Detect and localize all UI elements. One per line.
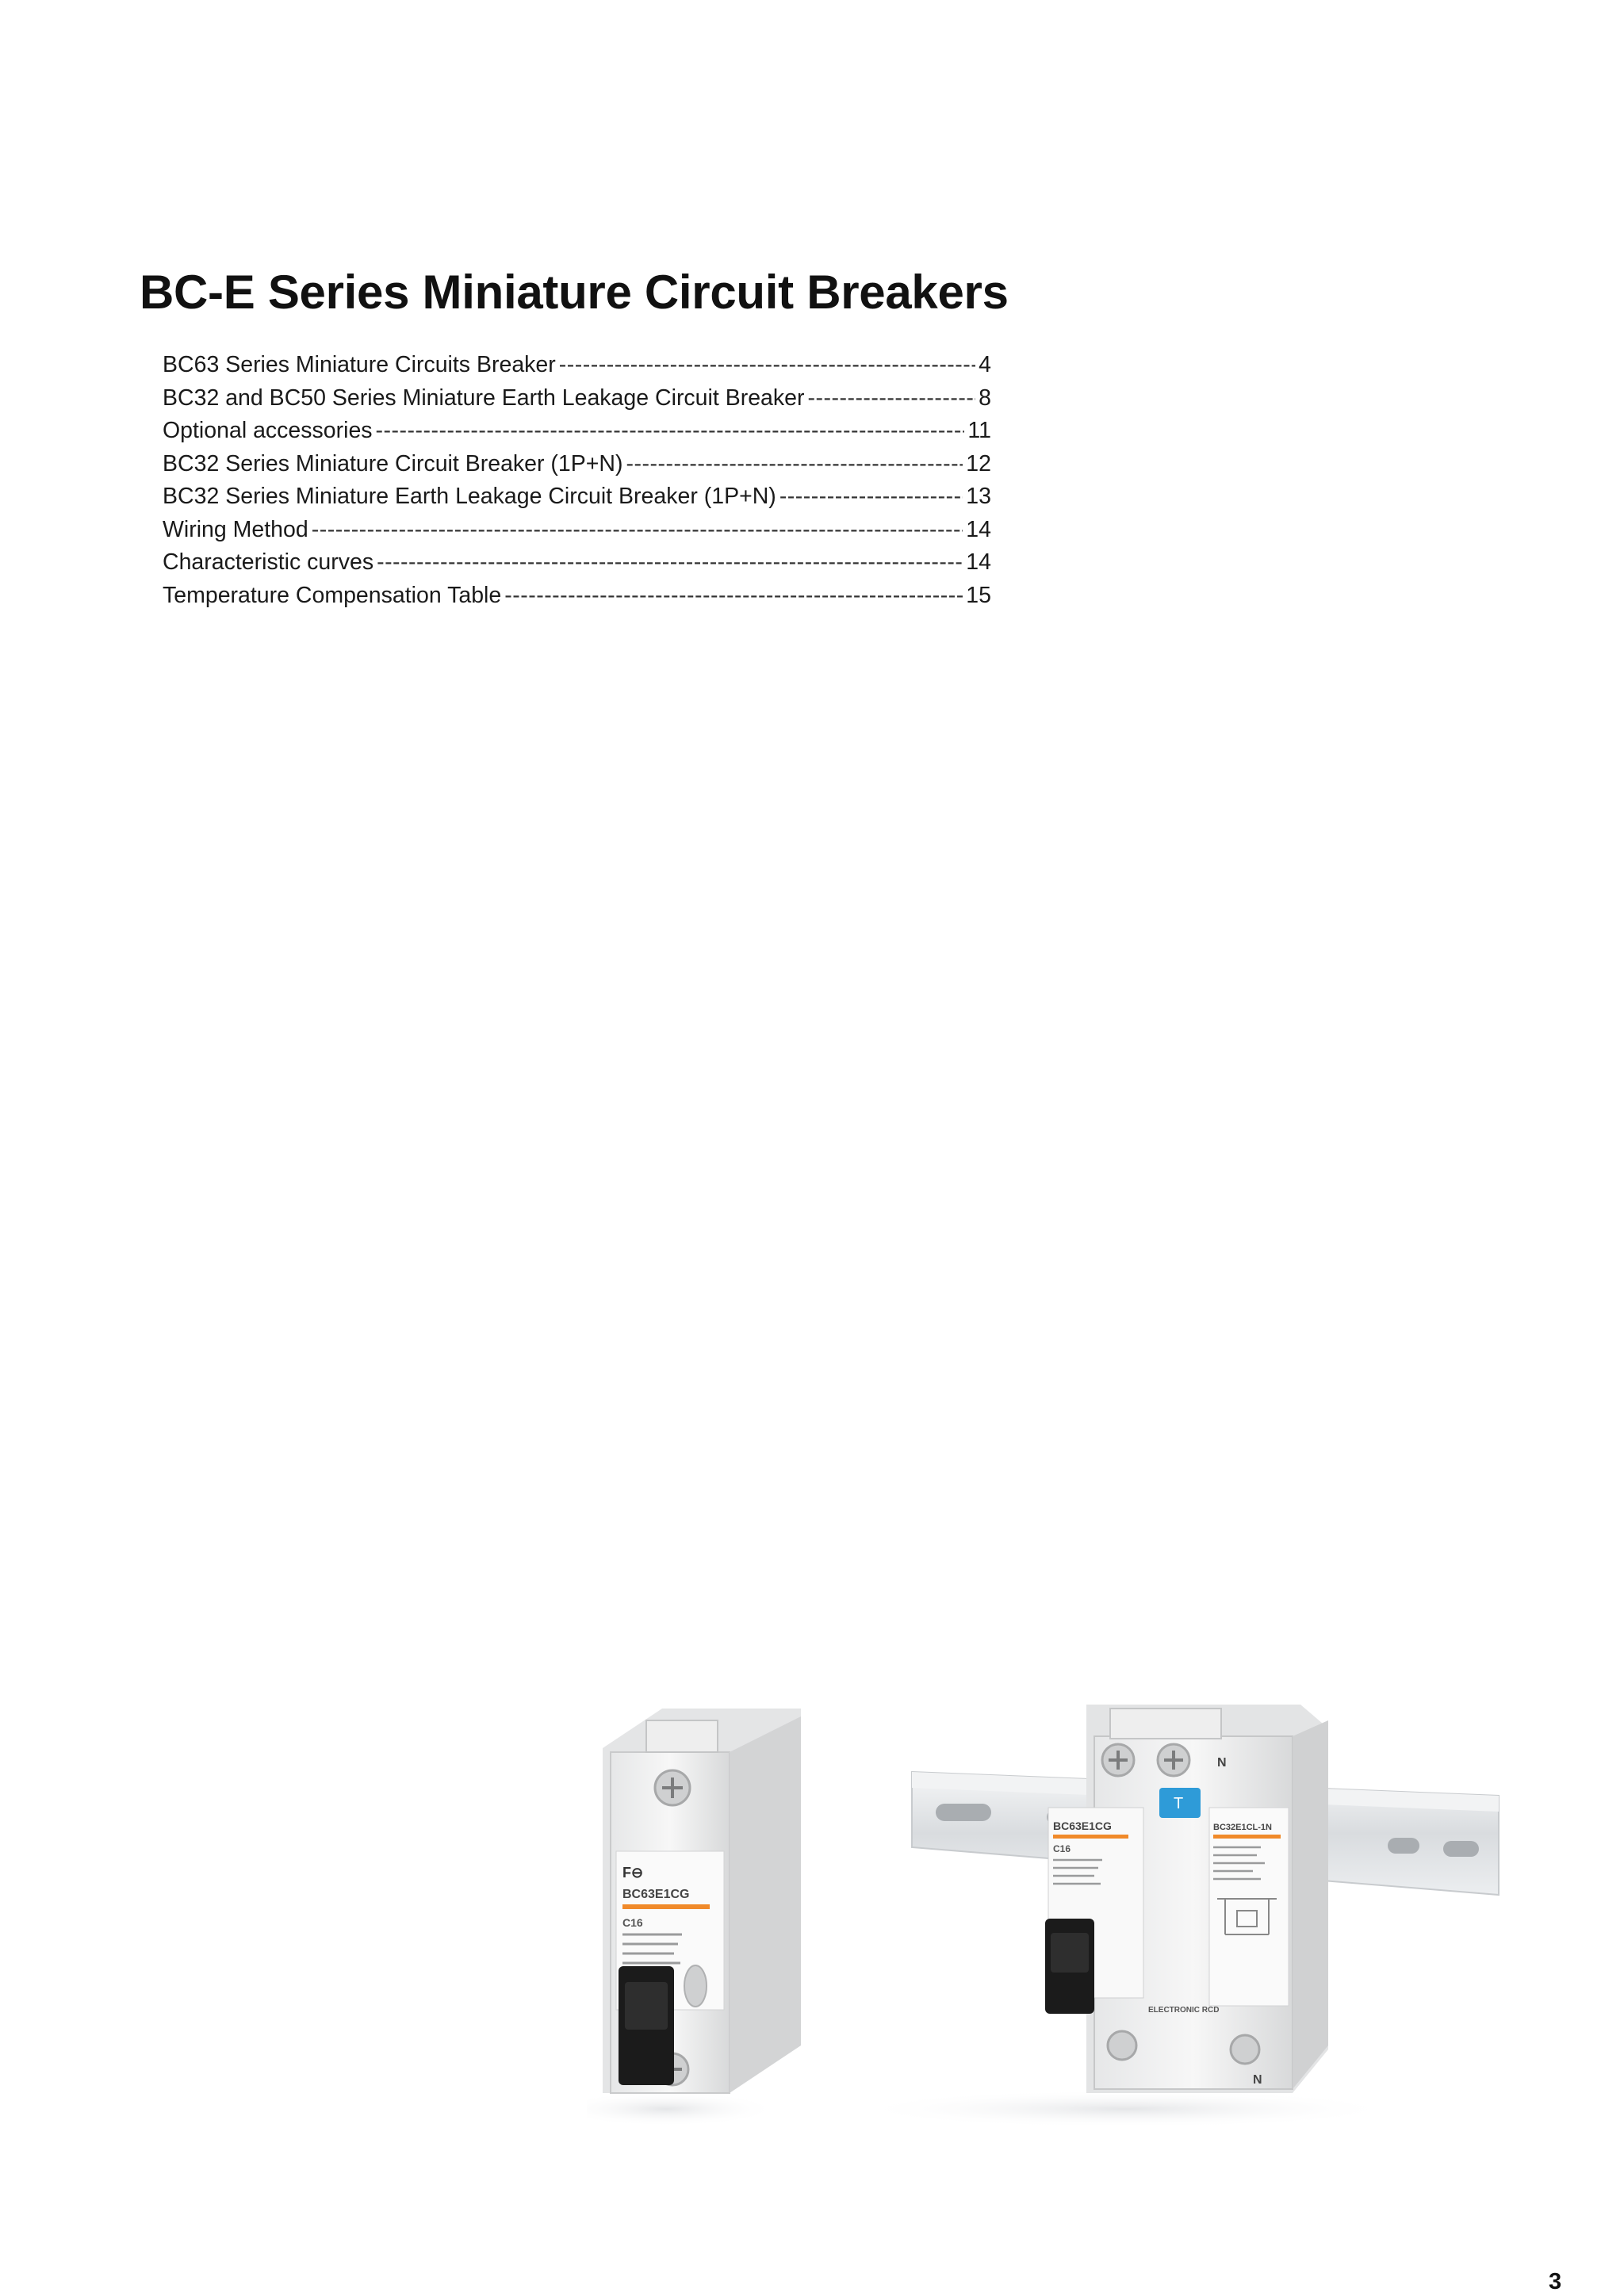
toc-entry-page: 8 [979, 385, 991, 411]
breaker-rcd-combo [1045, 1705, 1328, 2093]
toc-entry[interactable] [163, 349, 991, 382]
floor-shadow [856, 2090, 1396, 2125]
toc-entry[interactable] [163, 514, 991, 547]
toc-dot-leader [626, 448, 963, 481]
toc-entry-page: 15 [966, 582, 991, 608]
toc-entry[interactable] [163, 415, 991, 448]
toc-entry-page: 12 [966, 450, 991, 476]
toc-entry-label: BC63 Series Miniature Circuits Breaker [163, 352, 556, 377]
toc-entry[interactable] [163, 580, 991, 613]
combo-breaker-rating-label: C16 [1053, 1843, 1071, 1854]
table-of-contents [163, 349, 991, 612]
toc-dot-leader [559, 349, 975, 382]
single-breaker [603, 1709, 801, 2093]
toc-entry[interactable] [163, 382, 991, 415]
toc-entry-page: 4 [979, 352, 991, 377]
toc-entry-label: Characteristic curves [163, 549, 374, 575]
floor-shadow [587, 2091, 777, 2125]
toc-entry-page: 14 [966, 549, 991, 575]
screw-icon [1108, 2031, 1136, 2060]
toc-entry-page: 11 [967, 418, 991, 443]
toc-dot-leader [779, 480, 963, 514]
toc-entry[interactable] [163, 546, 991, 580]
breaker-rating-label: C16 [622, 1916, 643, 1929]
toc-dot-leader [504, 580, 963, 613]
toc-dot-leader [377, 546, 963, 580]
toc-entry-label: Optional accessories [163, 418, 373, 443]
rcd-model-label: BC32E1CL-1N [1213, 1823, 1272, 1832]
neutral-mark: N [1253, 2073, 1262, 2087]
test-button-label: T [1174, 1795, 1184, 1812]
toc-entry[interactable] [163, 480, 991, 514]
neutral-mark: N [1217, 1756, 1227, 1770]
combo-breaker-model-label: BC63E1CG [1053, 1820, 1112, 1832]
toc-entry-label: Wiring Method [163, 516, 308, 542]
toc-dot-leader [376, 415, 965, 448]
toc-entry-page: 13 [966, 484, 991, 509]
toc-entry-label: Temperature Compensation Table [163, 582, 502, 608]
rcd-caption: ELECTRONIC RCD [1148, 2006, 1220, 2015]
brand-logo: F⊖ [622, 1865, 644, 1881]
toc-dot-leader [808, 382, 976, 415]
product-photo [587, 1697, 1522, 2125]
toc-entry-page: 14 [966, 516, 991, 542]
breaker-model-label: BC63E1CG [622, 1888, 690, 1901]
toc-dot-leader [312, 514, 963, 547]
page-title: BC-E Series Miniature Circuit Breakers [140, 266, 1009, 319]
screw-icon [1231, 2035, 1259, 2064]
toc-entry-label: BC32 Series Miniature Earth Leakage Circuit Breaker (1P+N) [163, 484, 776, 509]
page-number: 3 [1549, 2269, 1562, 2294]
toc-entry-label: BC32 and BC50 Series Miniature Earth Leakage Circuit Breaker [163, 385, 805, 411]
toc-entry-label: BC32 Series Miniature Circuit Breaker (1P+N) [163, 450, 623, 476]
toc-entry[interactable] [163, 448, 991, 481]
